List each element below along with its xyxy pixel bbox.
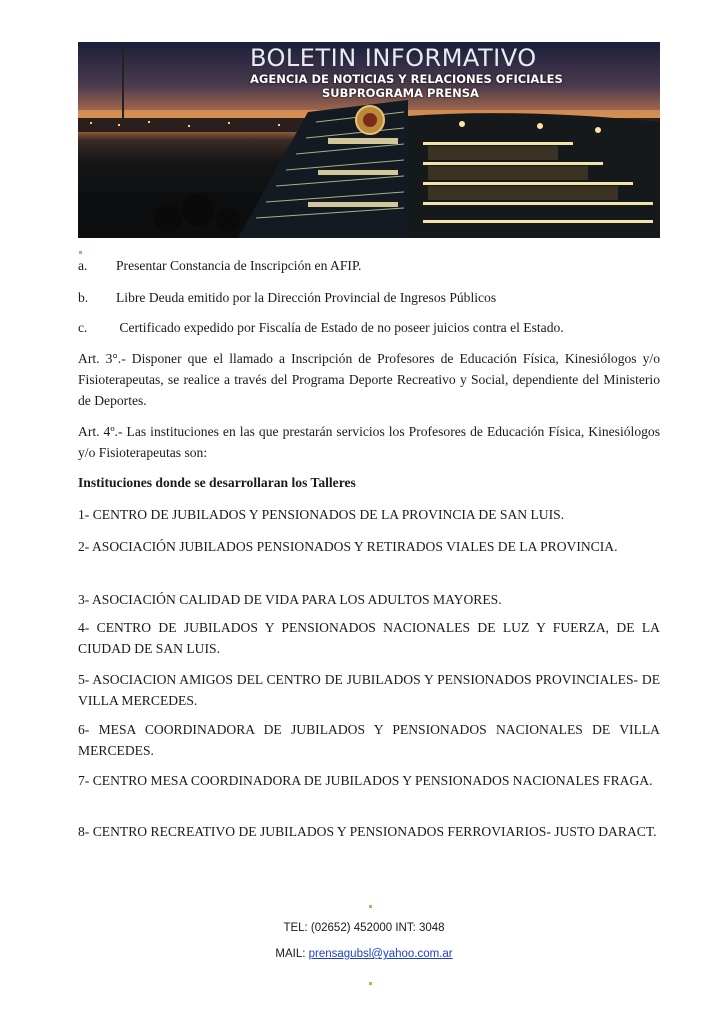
bullet-mark [79,251,82,254]
requirement-text: Presentar Constancia de Inscripción en AFIP. [116,258,362,273]
institution-item: 1- CENTRO DE JUBILADOS Y PENSIONADOS DE LA PROVINCIA DE SAN LUIS. [78,507,565,522]
requirement-item [78,320,564,336]
institution-item: 8- CENTRO RECREATIVO DE JUBILADOS Y PENSIONADOS FERROVIARIOS- JUSTO DARACT. [78,824,657,839]
footer-mail-link[interactable]: prensagubsl@yahoo.com.ar [308,948,453,960]
banner-subtitle-agency: AGENCIA DE NOTICIAS Y RELACIONES OFICIALES [250,72,563,86]
requirement-item [78,290,496,306]
article-4: Art. 4º.- Las instituciones en las que prestarán servicios los Profesores de Educación Física, Kinesiólogos y/o Fisioterapeutas son: [78,424,660,460]
institution-item: 3- ASOCIACIÓN CALIDAD DE VIDA PARA LOS ADULTOS MAYORES. [78,592,502,607]
institution-item: 2- ASOCIACIÓN JUBILADOS PENSIONADOS Y RETIRADOS VIALES DE LA PROVINCIA. [78,539,618,554]
banner-subtitle-program: SUBPROGRAMA PRENSA [322,86,479,100]
footer-mark [369,982,372,985]
footer-mail [0,948,728,960]
footer-phone: TEL: (02652) 452000 INT: 3048 [283,922,445,934]
header-banner [78,42,660,238]
banner-title: BOLETIN INFORMATIVO [250,44,537,72]
requirement-letter: b. [78,290,89,305]
institution-item: 7- CENTRO MESA COORDINADORA DE JUBILADOS Y PENSIONADOS NACIONALES FRAGA. [78,773,653,788]
institution-item: 4- CENTRO DE JUBILADOS Y PENSIONADOS NACIONALES DE LUZ Y FUERZA, DE LA CIUDAD DE SAN LUIS. [78,620,660,656]
institution-item: 5- ASOCIACION AMIGOS DEL CENTRO DE JUBILADOS Y PENSIONADOS PROVINCIALES- DE VILLA MERCEDES. [78,672,660,708]
institution-item: 6- MESA COORDINADORA DE JUBILADOS Y PENSIONADOS NACIONALES DE VILLA MERCEDES. [78,722,660,758]
footer-mail-label: MAIL: [275,948,309,960]
requirement-letter: a. [78,258,88,273]
institutions-heading: Instituciones donde se desarrollaran los Talleres [78,475,356,490]
article-3: Art. 3°.- Disponer que el llamado a Inscripción de Profesores de Educación Física, Kinesiólogos y/o Fisioterapeutas, se realice a través del Programa Deporte Recreativo y Social, dependiente del Ministerio de Deportes. [78,351,660,408]
footer-mark [369,905,372,908]
requirement-text: Libre Deuda emitido por la Dirección Provincial de Ingresos Públicos [116,290,497,305]
requirement-letter: c. [78,320,88,335]
requirement-text: Certificado expedido por Fiscalía de Estado de no poseer juicios contra el Estado. [116,320,564,335]
requirement-item [78,258,361,274]
